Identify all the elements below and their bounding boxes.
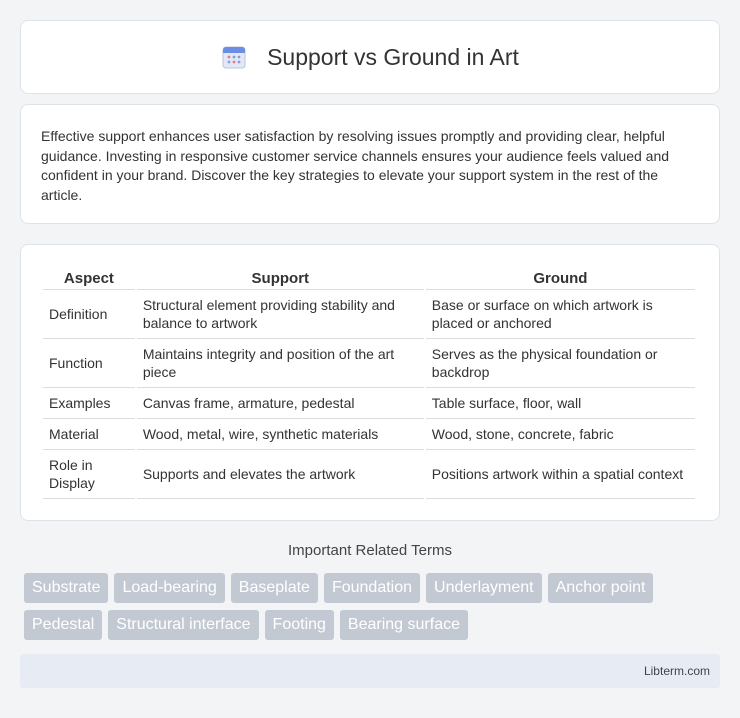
cell-support: Supports and elevates the artwork — [137, 450, 424, 499]
tag-baseplate[interactable]: Baseplate — [231, 573, 318, 603]
related-terms-tags — [24, 573, 724, 640]
tag-underlayment[interactable]: Underlayment — [426, 573, 542, 603]
table-row — [43, 388, 695, 419]
related-terms-title: Important Related Terms — [288, 542, 452, 559]
cell-ground: Serves as the physical foundation or backdrop — [426, 339, 695, 388]
header-support: Support — [137, 267, 424, 290]
cell-ground: Positions artwork within a spatial context — [426, 450, 695, 499]
title-wrap — [221, 44, 519, 71]
page-title: Support vs Ground in Art — [267, 43, 519, 70]
cell-ground: Wood, stone, concrete, fabric — [426, 419, 695, 450]
cell-aspect: Function — [43, 339, 135, 388]
tag-anchor-point[interactable]: Anchor point — [548, 573, 654, 603]
tag-foundation[interactable]: Foundation — [324, 573, 420, 603]
intro-card — [20, 104, 720, 224]
footer-brand-link[interactable]: Libterm.com — [643, 664, 710, 678]
tag-structural-interface[interactable]: Structural interface — [108, 610, 258, 640]
cell-support: Structural element providing stability and balance to artwork — [137, 290, 424, 339]
comparison-table-card — [20, 244, 720, 521]
comparison-table — [41, 267, 697, 499]
table-row — [43, 450, 695, 499]
table-row — [43, 290, 695, 339]
tag-load-bearing[interactable]: Load-bearing — [114, 573, 224, 603]
cell-aspect: Examples — [43, 388, 135, 419]
tag-bearing-surface[interactable]: Bearing surface — [340, 610, 468, 640]
cell-support: Canvas frame, armature, pedestal — [137, 388, 424, 419]
intro-text: Effective support enhances user satisfaction by resolving issues promptly and providing clear, helpful guidance. Investing in responsive customer service channels ensures your audience feels valued and confident in your brand. Discover the key strategies to elevate your support system in the rest of the article. — [41, 128, 670, 203]
table-row — [43, 339, 695, 388]
cell-support: Wood, metal, wire, synthetic materials — [137, 419, 424, 450]
calendar-icon — [221, 44, 247, 70]
cell-aspect: Role in Display — [43, 450, 135, 499]
cell-aspect: Material — [43, 419, 135, 450]
tag-substrate[interactable]: Substrate — [24, 573, 108, 603]
cell-support: Maintains integrity and position of the art piece — [137, 339, 424, 388]
cell-ground: Table surface, floor, wall — [426, 388, 695, 419]
footer — [20, 654, 720, 688]
table-header-row — [43, 267, 695, 290]
cell-ground: Base or surface on which artwork is placed or anchored — [426, 290, 695, 339]
header-card — [20, 20, 720, 94]
header-ground: Ground — [426, 267, 695, 290]
table-row — [43, 419, 695, 450]
tag-pedestal[interactable]: Pedestal — [24, 610, 102, 640]
cell-aspect: Definition — [43, 290, 135, 339]
header-aspect: Aspect — [43, 267, 135, 290]
tag-footing[interactable]: Footing — [265, 610, 334, 640]
